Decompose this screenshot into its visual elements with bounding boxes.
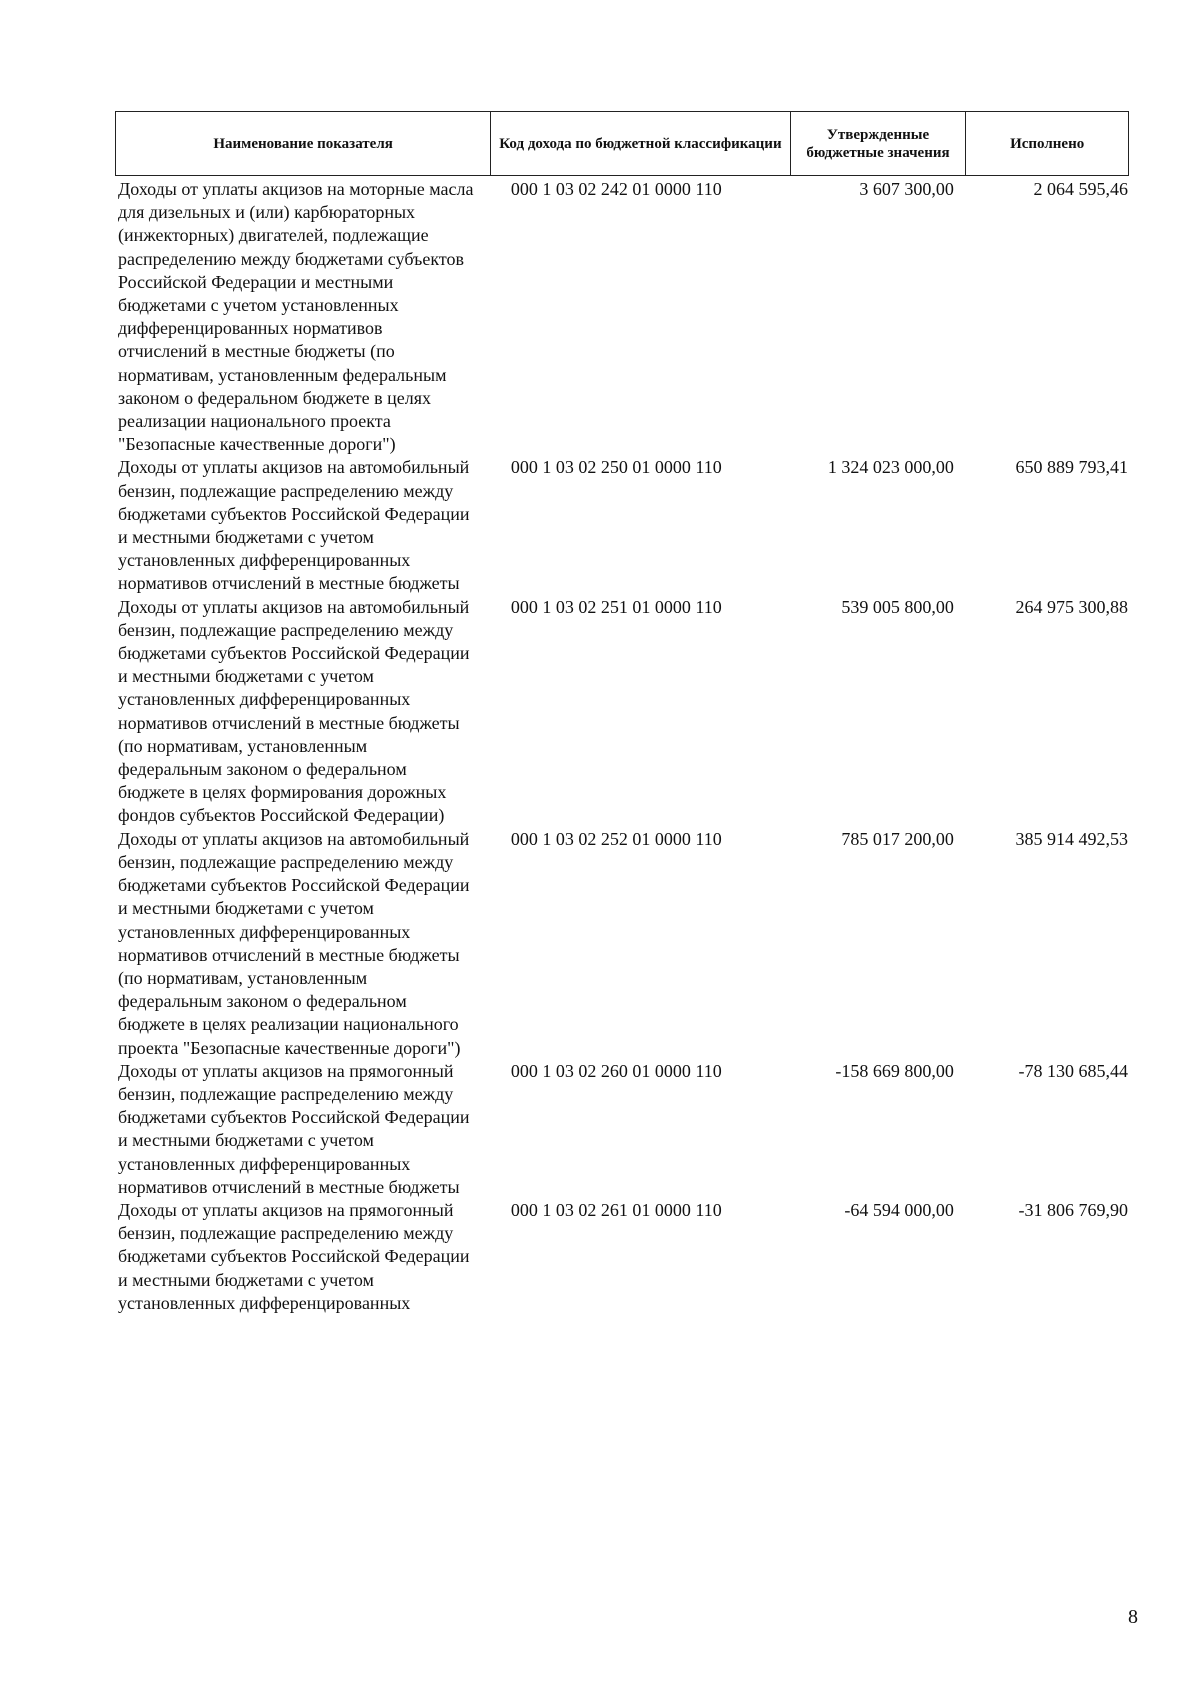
row-approved: -158 669 800,00 bbox=[835, 1060, 954, 1081]
row-code: 000 1 03 02 251 01 0000 110 bbox=[510, 596, 722, 617]
row-name: Доходы от уплаты акцизов на автомобильный бензин, подлежащие распределению между бюджетами субъектов Российской Федерации и местными бюджетами с учетом установленных дифференцированных нормативов отчислений в местные бюджеты (по нормативам, установленным федеральным законом о федеральном бюджете в целях реализации национального проекта "Безопасные качественные дороги") bbox=[118, 828, 470, 1058]
row-code: 000 1 03 02 250 01 0000 110 bbox=[510, 457, 722, 478]
table-row bbox=[118, 1199, 1128, 1315]
row-approved: 785 017 200,00 bbox=[841, 828, 954, 849]
header-done: Исполнено bbox=[1010, 135, 1085, 152]
table-body bbox=[118, 178, 1128, 1315]
row-done: 2 064 595,46 bbox=[1033, 179, 1128, 199]
row-approved: 539 005 800,00 bbox=[841, 596, 954, 617]
row-code: 000 1 03 02 252 01 0000 110 bbox=[510, 828, 722, 849]
row-approved: 1 324 023 000,00 bbox=[827, 457, 954, 478]
row-code: 000 1 03 02 260 01 0000 110 bbox=[510, 1060, 722, 1081]
row-code: 000 1 03 02 242 01 0000 110 bbox=[510, 179, 722, 199]
table-row bbox=[118, 596, 1128, 828]
table-row bbox=[118, 178, 1128, 456]
row-done: -78 130 685,44 bbox=[1018, 1060, 1128, 1081]
table-row bbox=[118, 1060, 1128, 1199]
header-code: Код дохода по бюджетной классификации bbox=[491, 112, 790, 175]
row-name: Доходы от уплаты акцизов на прямогонный бензин, подлежащие распределению между бюджетами субъектов Российской Федерации и местными бюджетами с учетом установленных дифференцированных нормативов отчислений в местные бюджеты bbox=[118, 1060, 470, 1197]
row-name: Доходы от уплаты акцизов на автомобильный бензин, подлежащие распределению между бюджетами субъектов Российской Федерации и местными бюджетами с учетом установленных дифференцированных нормативов отчислений в местные бюджеты bbox=[118, 457, 470, 594]
row-name: Доходы от уплаты акцизов на прямогонный бензин, подлежащие распределению между бюджетами субъектов Российской Федерации и местными бюджетами с учетом установленных дифференцированных bbox=[118, 1199, 470, 1313]
table-header bbox=[115, 111, 1129, 176]
row-approved: -64 594 000,00 bbox=[844, 1199, 954, 1220]
row-name: Доходы от уплаты акцизов на моторные масла для дизельных и (или) карбюраторных (инжекторных) двигателей, подлежащие распределению между бюджетами субъектов Российской Федерации и местными бюджетами с учетом установленных дифференцированных нормативов отчислений в местные бюджеты (по нормативам, установленным федеральным законом о федеральном бюджете в целях реализации национального проекта "Безопасные качественные дороги") bbox=[118, 179, 474, 455]
row-done: 385 914 492,53 bbox=[1015, 828, 1128, 849]
row-code: 000 1 03 02 261 01 0000 110 bbox=[510, 1199, 722, 1220]
header-approved: Утвержденные бюджетные значения bbox=[791, 112, 967, 175]
table-row bbox=[118, 828, 1128, 1060]
row-approved: 3 607 300,00 bbox=[859, 179, 954, 199]
row-done: 264 975 300,88 bbox=[1015, 596, 1128, 617]
table-row bbox=[118, 456, 1128, 595]
row-done: 650 889 793,41 bbox=[1015, 457, 1128, 478]
row-done: -31 806 769,90 bbox=[1018, 1199, 1128, 1220]
header-name: Наименование показателя bbox=[116, 112, 491, 175]
row-name: Доходы от уплаты акцизов на автомобильный бензин, подлежащие распределению между бюджетами субъектов Российской Федерации и местными бюджетами с учетом установленных дифференцированных нормативов отчислений в местные бюджеты (по нормативам, установленным федеральным законом о федеральном бюджете в целях формирования дорожных фондов субъектов Российской Федерации) bbox=[118, 596, 470, 826]
page-number: 8 bbox=[1128, 1606, 1138, 1628]
